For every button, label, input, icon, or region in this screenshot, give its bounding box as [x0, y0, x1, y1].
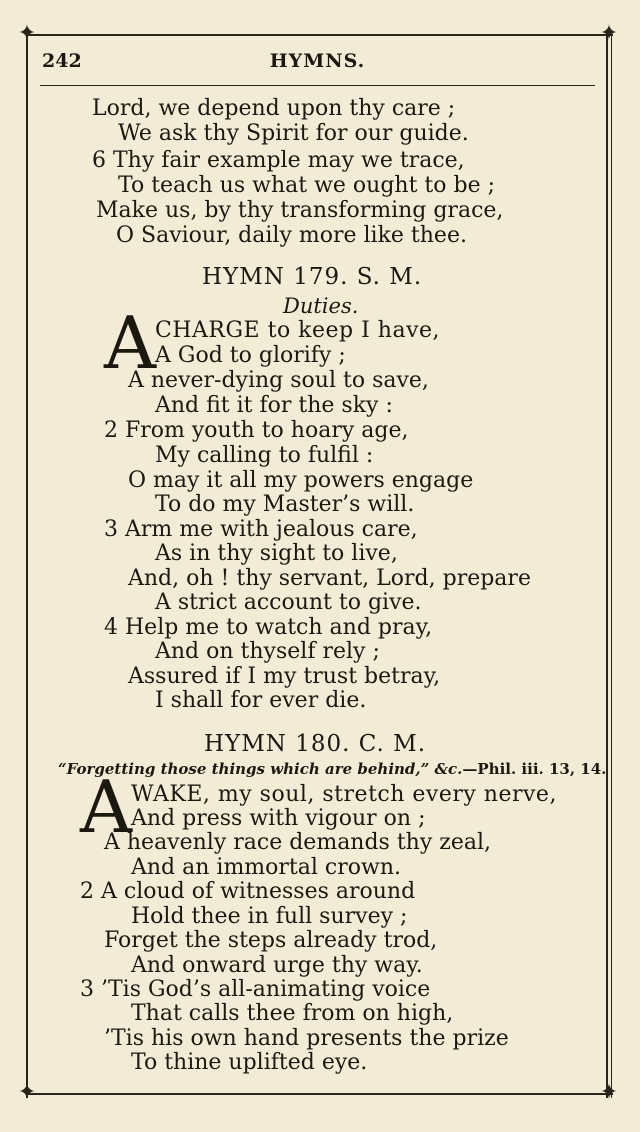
drop-cap: A [104, 301, 156, 385]
verse-line: To teach us what we ought to be ; [118, 173, 495, 198]
page-number: 242 [42, 50, 82, 72]
frame-bottom-rule [26, 1093, 613, 1095]
verse-line: And fit it for the sky : [155, 393, 393, 418]
verse-line: ’Tis his own hand presents the prize [104, 1026, 509, 1051]
verse-line: A God to glorify ; [155, 343, 346, 368]
verse-line: And onward urge thy way. [131, 953, 423, 978]
frame-left-rule [26, 34, 28, 1098]
verse-line-first: WAKE, my soul, stretch every nerve, [131, 782, 557, 807]
verse-line: Hold thee in full survey ; [131, 904, 408, 929]
verse-line: O may it all my powers engage [128, 468, 474, 493]
verse-line: My calling to fulfil : [155, 443, 374, 468]
verse-line: And an immortal crown. [131, 855, 401, 880]
verse-line: Lord, we depend upon thy care ; [92, 96, 456, 121]
verse-line: To thine uplifted eye. [131, 1050, 368, 1075]
frame-right-rule [606, 34, 608, 1098]
frame-top-rule [26, 34, 613, 36]
corner-ornament-icon: ✦ [17, 21, 37, 46]
hymn-epigraph [58, 760, 606, 778]
hymn-subtitle: Duties. [283, 294, 359, 318]
header-rule [40, 85, 595, 86]
verse-line: And on thyself rely ; [155, 639, 380, 664]
verse-line: Make us, by thy transforming grace, [96, 198, 504, 223]
verse-line: 3 ’Tis God’s all-animating voice [80, 977, 431, 1002]
verse-line: And press with vigour on ; [131, 806, 426, 831]
verse-line: A strict account to give. [155, 590, 422, 615]
epigraph-reference: —Phil. iii. 13, 14. [462, 760, 607, 778]
drop-cap: A [80, 765, 132, 849]
verse-line: We ask thy Spirit for our guide. [118, 121, 469, 146]
verse-line-first: CHARGE to keep I have, [155, 318, 441, 343]
verse-line: A never-dying soul to save, [128, 368, 429, 393]
frame-right-inner-rule [611, 34, 612, 1098]
epigraph-quote: “Forgetting those things which are behind,” &c. [58, 760, 463, 778]
verse-line: A heavenly race demands thy zeal, [104, 830, 492, 855]
verse-line: Assured if I my trust betray, [128, 664, 441, 689]
verse-line: And, oh ! thy servant, Lord, prepare [128, 566, 531, 591]
corner-ornament-icon: ✦ [599, 21, 619, 46]
corner-ornament-icon: ✦ [599, 1080, 619, 1105]
verse-line: 2 A cloud of witnesses around [80, 879, 416, 904]
hymn-title: HYMN 179. S. M. [202, 264, 423, 290]
corner-ornament-icon: ✦ [17, 1080, 37, 1105]
verse-line: O Saviour, daily more like thee. [116, 223, 467, 248]
verse-line: 2 From youth to hoary age, [104, 418, 409, 443]
verse-line: As in thy sight to live, [155, 541, 398, 566]
verse-line: That calls thee from on high, [131, 1001, 454, 1026]
hymn-title: HYMN 180. C. M. [204, 731, 427, 757]
verse-line: 4 Help me to watch and pray, [104, 615, 433, 640]
running-head: HYMNS. [269, 50, 366, 72]
page-header [40, 50, 595, 74]
verse-line: To do my Master’s will. [155, 492, 415, 517]
verse-line: 3 Arm me with jealous care, [104, 517, 418, 542]
verse-line: I shall for ever die. [155, 688, 367, 713]
verse-line: Forget the steps already trod, [104, 928, 438, 953]
verse-line: 6 Thy fair example may we trace, [92, 148, 465, 173]
